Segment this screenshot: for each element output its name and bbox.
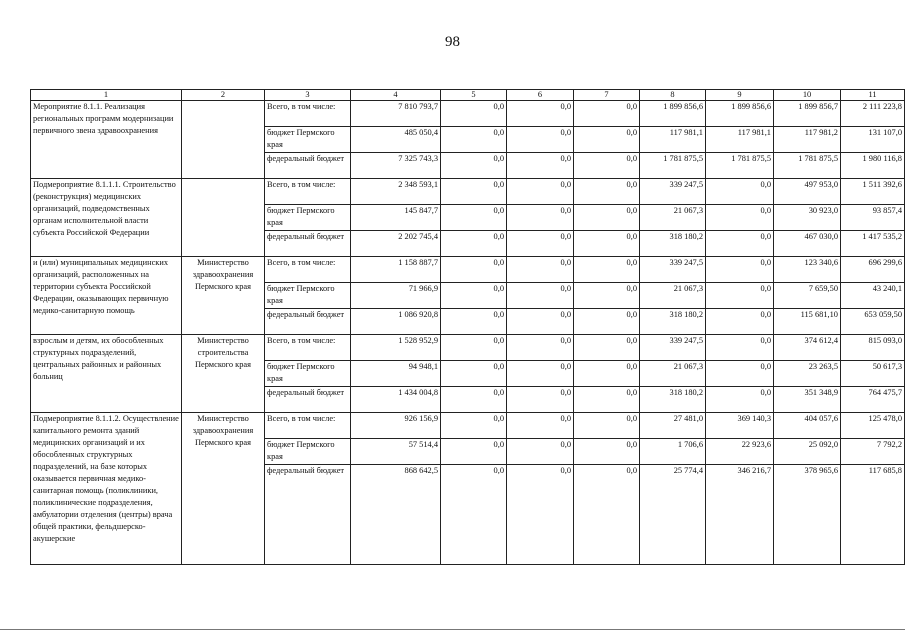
value-cell: 0,0	[441, 283, 507, 309]
value-cell: 346 216,7	[706, 465, 774, 565]
value-cell: 1 781 875,5	[640, 153, 706, 179]
funding-type-cell: бюджет Пермского края	[265, 205, 351, 231]
value-cell: 94 948,1	[351, 361, 441, 387]
funding-type-cell: федеральный бюджет	[265, 309, 351, 335]
funding-type-cell: Всего, в том числе:	[265, 257, 351, 283]
value-cell: 93 857,4	[841, 205, 905, 231]
value-cell: 653 059,50	[841, 309, 905, 335]
value-cell: 0,0	[574, 127, 640, 153]
value-cell: 0,0	[574, 231, 640, 257]
value-cell: 25 092,0	[774, 439, 841, 465]
value-cell: 0,0	[574, 465, 640, 565]
funding-type-cell: Всего, в том числе:	[265, 179, 351, 205]
value-cell: 1 899 856,6	[706, 101, 774, 127]
column-header: 7	[574, 90, 640, 101]
column-header: 6	[507, 90, 574, 101]
table-row	[31, 413, 905, 439]
value-cell: 1 086 920,8	[351, 309, 441, 335]
value-cell: 125 478,0	[841, 413, 905, 439]
value-cell: 117 981,1	[640, 127, 706, 153]
value-cell: 0,0	[706, 309, 774, 335]
value-cell: 0,0	[441, 387, 507, 413]
value-cell: 1 980 116,8	[841, 153, 905, 179]
value-cell: 0,0	[574, 283, 640, 309]
value-cell: 0,0	[574, 335, 640, 361]
value-cell: 21 067,3	[640, 361, 706, 387]
value-cell: 0,0	[574, 309, 640, 335]
value-cell: 0,0	[441, 309, 507, 335]
value-cell: 696 299,6	[841, 257, 905, 283]
value-cell: 22 923,6	[706, 439, 774, 465]
value-cell: 0,0	[706, 179, 774, 205]
value-cell: 0,0	[441, 101, 507, 127]
value-cell: 0,0	[441, 439, 507, 465]
value-cell: 7 810 793,7	[351, 101, 441, 127]
value-cell: 0,0	[441, 465, 507, 565]
value-cell: 0,0	[507, 335, 574, 361]
value-cell: 374 612,4	[774, 335, 841, 361]
executor-cell	[182, 101, 265, 179]
value-cell: 0,0	[574, 153, 640, 179]
value-cell: 7 659,50	[774, 283, 841, 309]
value-cell: 467 030,0	[774, 231, 841, 257]
executor-cell: Министерство строительства Пермского края	[182, 335, 265, 413]
activity-name-cell: взрослым и детям, их обособленных структурных подразделений, центральных районных и районных больниц	[31, 335, 182, 413]
page-number: 98	[445, 34, 460, 50]
value-cell: 318 180,2	[640, 309, 706, 335]
header-row	[31, 90, 905, 101]
value-cell: 0,0	[441, 205, 507, 231]
value-cell: 815 093,0	[841, 335, 905, 361]
value-cell: 27 481,0	[640, 413, 706, 439]
column-header: 10	[774, 90, 841, 101]
value-cell: 0,0	[574, 387, 640, 413]
table-row	[31, 335, 905, 361]
activity-name-cell: Подмероприятие 8.1.1.2. Осуществление капитального ремонта зданий медицинских организаций и их обособленных структурных подразделений, на базе которых оказывается первичная медико-санитарная помощь (поликлиники, поликлинические подразделения, амбулатории отделения (центры) врача общей практики, фельдшерско-акушерские	[31, 413, 182, 565]
value-cell: 0,0	[574, 179, 640, 205]
value-cell: 764 475,7	[841, 387, 905, 413]
value-cell: 0,0	[574, 361, 640, 387]
column-header: 2	[182, 90, 265, 101]
funding-type-cell: федеральный бюджет	[265, 465, 351, 565]
value-cell: 404 057,6	[774, 413, 841, 439]
value-cell: 71 966,9	[351, 283, 441, 309]
value-cell: 1 706,6	[640, 439, 706, 465]
funding-type-cell: Всего, в том числе:	[265, 101, 351, 127]
value-cell: 318 180,2	[640, 387, 706, 413]
column-header: 11	[841, 90, 905, 101]
value-cell: 0,0	[441, 231, 507, 257]
value-cell: 1 434 004,8	[351, 387, 441, 413]
value-cell: 30 923,0	[774, 205, 841, 231]
budget-table	[30, 89, 905, 565]
table-row	[31, 101, 905, 127]
value-cell: 0,0	[507, 231, 574, 257]
value-cell: 0,0	[507, 387, 574, 413]
executor-cell	[182, 179, 265, 257]
table-row	[31, 179, 905, 205]
value-cell: 0,0	[507, 205, 574, 231]
value-cell: 1 417 535,2	[841, 231, 905, 257]
value-cell: 131 107,0	[841, 127, 905, 153]
value-cell: 0,0	[441, 335, 507, 361]
value-cell: 0,0	[706, 257, 774, 283]
activity-name-cell: Подмероприятие 8.1.1.1. Строительство (реконструкция) медицинских организаций, подведомственных органам исполнительной власти субъекта Российской Федерации	[31, 179, 182, 257]
value-cell: 50 617,3	[841, 361, 905, 387]
value-cell: 1 511 392,6	[841, 179, 905, 205]
value-cell: 117 981,2	[774, 127, 841, 153]
value-cell: 0,0	[706, 283, 774, 309]
value-cell: 0,0	[706, 205, 774, 231]
value-cell: 0,0	[706, 335, 774, 361]
column-header: 5	[441, 90, 507, 101]
value-cell: 117 981,1	[706, 127, 774, 153]
value-cell: 339 247,5	[640, 257, 706, 283]
value-cell: 0,0	[507, 153, 574, 179]
value-cell: 0,0	[507, 361, 574, 387]
funding-type-cell: Всего, в том числе:	[265, 413, 351, 439]
value-cell: 0,0	[574, 439, 640, 465]
value-cell: 0,0	[706, 361, 774, 387]
value-cell: 1 899 856,7	[774, 101, 841, 127]
value-cell: 0,0	[706, 231, 774, 257]
value-cell: 497 953,0	[774, 179, 841, 205]
value-cell: 339 247,5	[640, 335, 706, 361]
value-cell: 1 781 875,5	[774, 153, 841, 179]
value-cell: 868 642,5	[351, 465, 441, 565]
value-cell: 369 140,3	[706, 413, 774, 439]
value-cell: 0,0	[507, 439, 574, 465]
value-cell: 339 247,5	[640, 179, 706, 205]
value-cell: 0,0	[441, 153, 507, 179]
value-cell: 1 158 887,7	[351, 257, 441, 283]
value-cell: 0,0	[441, 257, 507, 283]
value-cell: 0,0	[441, 361, 507, 387]
column-header: 9	[706, 90, 774, 101]
funding-type-cell: федеральный бюджет	[265, 153, 351, 179]
value-cell: 145 847,7	[351, 205, 441, 231]
value-cell: 2 111 223,8	[841, 101, 905, 127]
value-cell: 0,0	[574, 101, 640, 127]
funding-type-cell: Всего, в том числе:	[265, 335, 351, 361]
value-cell: 0,0	[507, 283, 574, 309]
value-cell: 351 348,9	[774, 387, 841, 413]
value-cell: 0,0	[574, 257, 640, 283]
value-cell: 485 050,4	[351, 127, 441, 153]
value-cell: 0,0	[507, 257, 574, 283]
value-cell: 57 514,4	[351, 439, 441, 465]
value-cell: 0,0	[441, 413, 507, 439]
value-cell: 115 681,10	[774, 309, 841, 335]
value-cell: 21 067,3	[640, 283, 706, 309]
value-cell: 21 067,3	[640, 205, 706, 231]
executor-cell: Министерство здравоохранения Пермского края	[182, 413, 265, 565]
value-cell: 2 348 593,1	[351, 179, 441, 205]
value-cell: 0,0	[507, 413, 574, 439]
value-cell: 0,0	[706, 387, 774, 413]
value-cell: 0,0	[441, 127, 507, 153]
funding-type-cell: бюджет Пермского края	[265, 439, 351, 465]
value-cell: 1 781 875,5	[706, 153, 774, 179]
value-cell: 318 180,2	[640, 231, 706, 257]
column-header: 1	[31, 90, 182, 101]
value-cell: 0,0	[507, 127, 574, 153]
value-cell: 1 899 856,6	[640, 101, 706, 127]
value-cell: 7 792,2	[841, 439, 905, 465]
value-cell: 23 263,5	[774, 361, 841, 387]
value-cell: 0,0	[507, 309, 574, 335]
value-cell: 0,0	[507, 179, 574, 205]
funding-type-cell: федеральный бюджет	[265, 387, 351, 413]
column-header: 4	[351, 90, 441, 101]
value-cell: 2 202 745,4	[351, 231, 441, 257]
value-cell: 0,0	[507, 465, 574, 565]
value-cell: 7 325 743,3	[351, 153, 441, 179]
value-cell: 0,0	[574, 413, 640, 439]
funding-type-cell: федеральный бюджет	[265, 231, 351, 257]
column-header: 8	[640, 90, 706, 101]
activity-name-cell: Мероприятие 8.1.1. Реализация региональных программ модернизации первичного звена здравоохранения	[31, 101, 182, 179]
value-cell: 25 774,4	[640, 465, 706, 565]
funding-type-cell: бюджет Пермского края	[265, 127, 351, 153]
page-edge-line	[0, 629, 905, 630]
value-cell: 0,0	[574, 205, 640, 231]
value-cell: 123 340,6	[774, 257, 841, 283]
value-cell: 0,0	[507, 101, 574, 127]
activity-name-cell: и (или) муниципальных медицинских организаций, расположенных на территории субъекта Российской Федерации, оказывающих первичную медико-санитарную помощь	[31, 257, 182, 335]
funding-type-cell: бюджет Пермского края	[265, 361, 351, 387]
value-cell: 0,0	[441, 179, 507, 205]
value-cell: 1 528 952,9	[351, 335, 441, 361]
value-cell: 378 965,6	[774, 465, 841, 565]
table-row	[31, 257, 905, 283]
value-cell: 117 685,8	[841, 465, 905, 565]
executor-cell: Министерство здравоохранения Пермского края	[182, 257, 265, 335]
value-cell: 43 240,1	[841, 283, 905, 309]
funding-type-cell: бюджет Пермского края	[265, 283, 351, 309]
column-header: 3	[265, 90, 351, 101]
value-cell: 926 156,9	[351, 413, 441, 439]
